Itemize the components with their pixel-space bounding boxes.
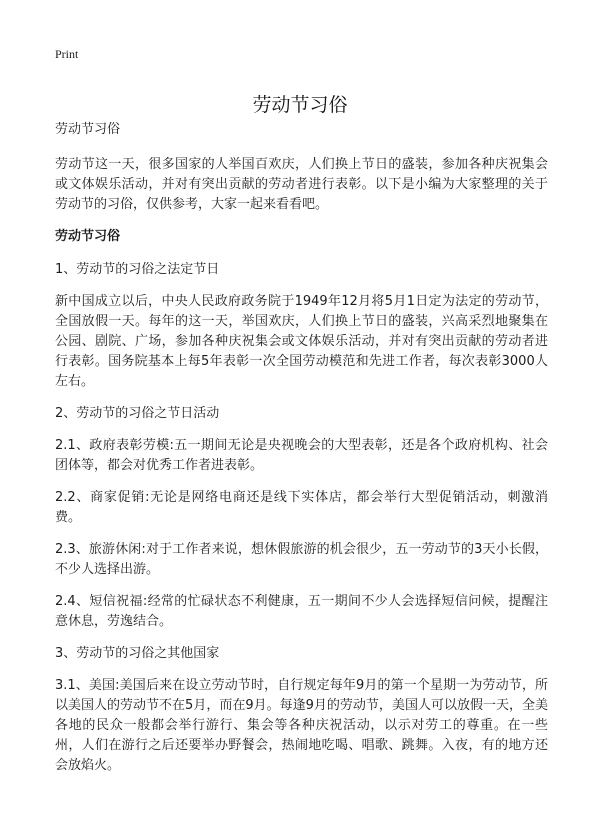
- intro-paragraph: 劳动节这一天，很多国家的人举国百欢庆，人们换上节日的盛装，参加各种庆祝集会或文体娱乐活动，并对有突出贡献的劳动者进行表彰。以下是小编为大家整理的关于劳动节的习俗，仅供参考，大家一起来看看吧。: [55, 157, 548, 212]
- paragraph-government-awards: 2.1、政府表彰劳模:五一期间无论是央视晚会的大型表彰，还是各个政府机构、社会团体等，都会对优秀工作者进表彰。: [55, 438, 548, 473]
- print-link[interactable]: Print: [55, 47, 79, 61]
- paragraph-sms-greetings: 2.4、短信祝福:经常的忙碌状态不利健康，五一期间不少人会选择短信问候，提醒注意休息，劳逸结合。: [55, 594, 548, 629]
- paragraph-statutory-holiday: 新中国成立以后，中央人民政府政务院于1949年12月将5月1日定为法定的劳动节，全国放假一天。每年的这一天，举国欢庆，人们换上节日的盛装，兴高采烈地聚集在公园、剧院、广场，参加各种庆祝集会或文体娱乐活动，并对有突出贡献的劳动者进行表彰。国务院基本上每5年表彰一次全国劳动模范和先进工作者，每次表彰3000人左右。: [55, 294, 548, 389]
- document-body: [55, 120, 548, 788]
- document-subtitle: 劳动节习俗: [55, 122, 121, 137]
- paragraph-usa: 3.1、美国:美国后来在设立劳动节时，自行规定每年9月的第一个星期一为劳动节，所以美国人的劳动节不在5月，而在9月。每逢9月的劳动节，美国人可以放假一天，全美各地的民众一般都会举行游行、集会等各种庆祝活动，以示对劳工的尊重。在一些州，人们在游行之后还要举办野餐会，热闹地吃喝、唱歌、跳舞。入夜，有的地方还会放焰火。: [55, 678, 548, 773]
- paragraph-merchant-promotions: 2.2、商家促销:无论是网络电商还是线下实体店，都会举行大型促销活动，刺激消费。: [55, 490, 548, 525]
- section-heading: 劳动节习俗: [55, 229, 121, 244]
- paragraph-travel-leisure: 2.3、旅游休闲:对于工作者来说，想休假旅游的机会很少，五一劳动节的3天小长假，不少人选择出游。: [55, 542, 548, 577]
- subheading-statutory-holiday: 1、劳动节的习俗之法定节日: [55, 262, 220, 277]
- subheading-other-countries: 3、劳动节的习俗之其他国家: [55, 646, 220, 661]
- document-title: 劳动节习俗: [252, 93, 348, 116]
- subheading-holiday-activities: 2、劳动节的习俗之节日活动: [55, 406, 220, 421]
